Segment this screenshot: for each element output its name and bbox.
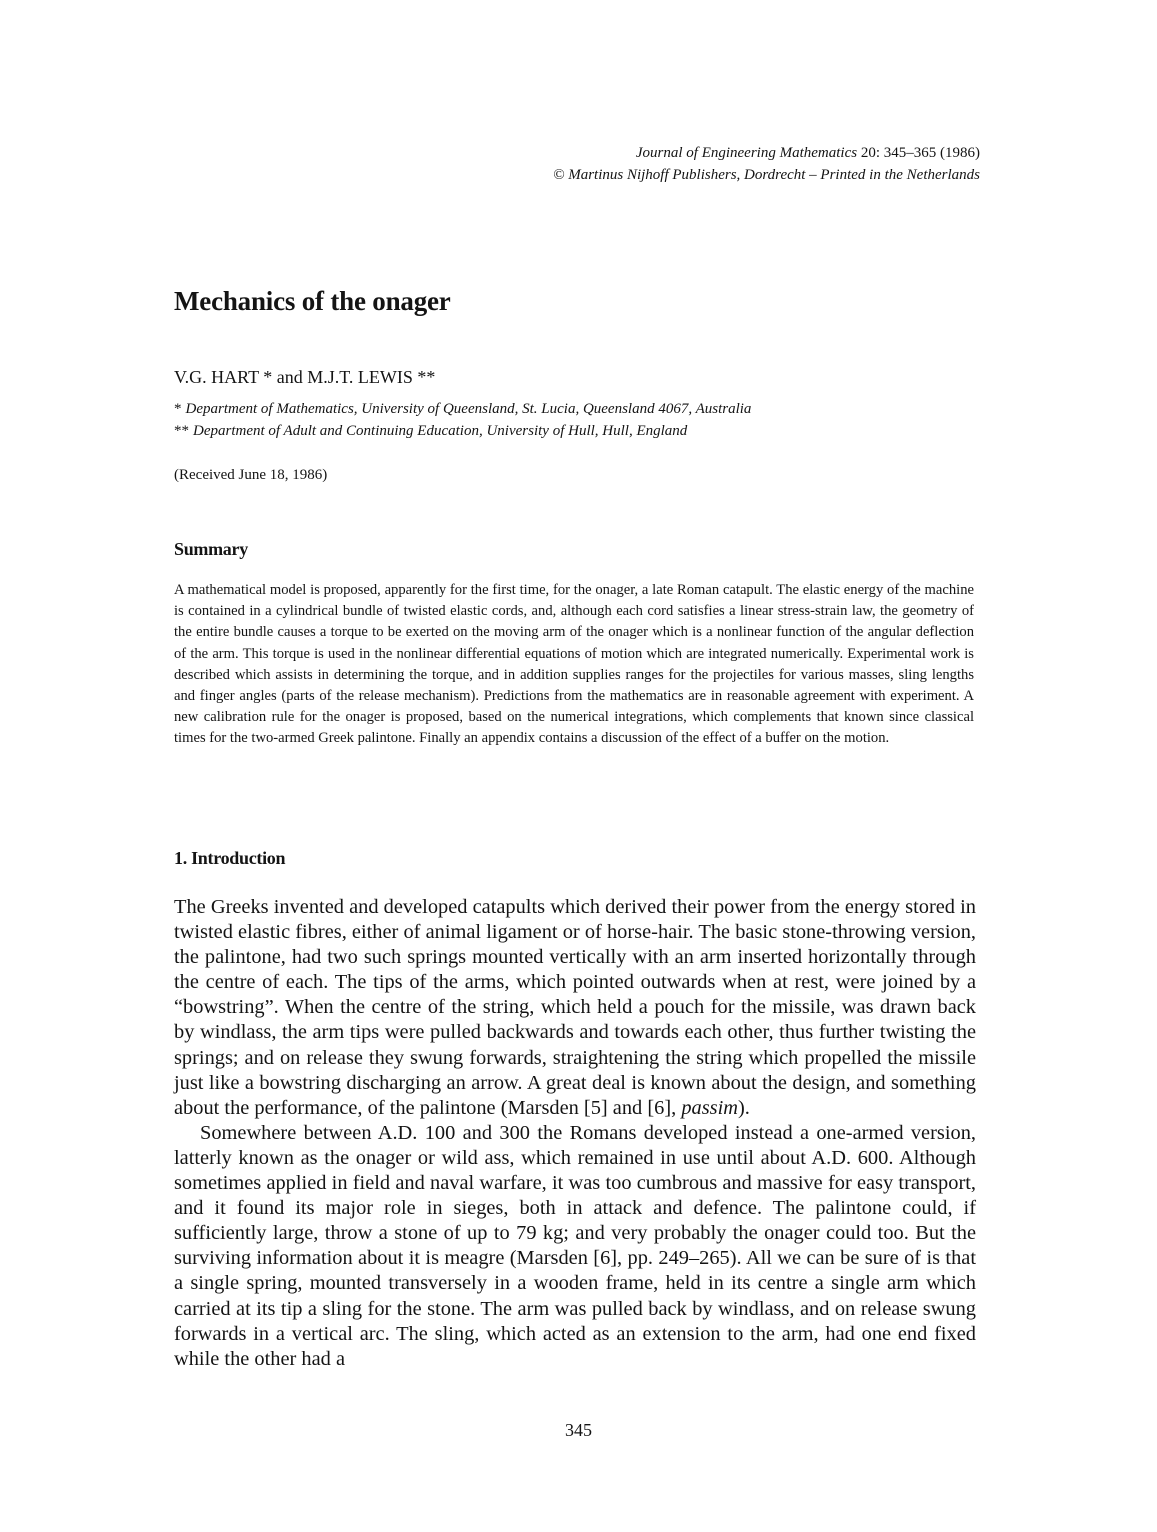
affiliation-text: Department of Mathematics, University of Queensland, St. Lucia, Queensland 4067, Australia [185,401,752,417]
body-paragraph-1 [174,895,976,1121]
affiliation-mark: ** [174,423,189,439]
summary-text: A mathematical model is proposed, apparently for the first time, for the onager, a late Roman catapult. The elastic energy of the machine is contained in a cylindrical bundle of twisted elastic cords, and, although each cord satisfies a linear stress-strain law, the geometry of the entire bundle causes a torque to be exerted on the moving arm of the onager which is a nonlinear function of the angular deflection of the arm. This torque is used in the nonlinear differential equations of motion which are integrated numerically. Experimental work is described which assists in determining the torque, and in addition supplies ranges for the projectiles for various masses, sling lengths and finger angles (parts of the release mechanism). Predictions from the mathematics are in reasonable agreement with experiment. A new calibration rule for the onager is proposed, based on the numerical integrations, which complements that known since classical times for the two-armed Greek palintone. Finally an appendix contains a discussion of the effect of a buffer on the motion. [174,582,974,747]
journal-reference: 20: 345–365 (1986) [860,145,980,161]
italic-term: passim [681,1096,738,1119]
affiliations [174,398,751,442]
journal-name: Journal of Engineering Mathematics [635,145,858,161]
affiliation-1 [174,398,751,420]
author-line: V.G. HART * and M.J.T. LEWIS ** [174,367,436,387]
received-date: (Received June 18, 1986) [174,467,328,483]
journal-citation [553,142,980,164]
paragraph-text: The Greeks invented and developed catapults which derived their power from the energy stored in twisted elastic fibres, either of animal ligament or of horse-hair. The basic stone-throwing version, the palintone, had two such springs mounted vertically with an arm inserted horizontally through the centre of each. The tips of the arms, which pointed outwards when at rest, were joined by a “bowstring”. When the centre of the string, which held a pouch for the missile, was drawn back by windlass, the arm tips were pulled backwards and towards each other, thus further twisting the springs; and on release they swung forwards, straightening the string which propelled the missile just like a bowstring discharging an arrow. A great deal is known about the design, and something about the performance, of the palintone (Marsden [5] and [6], [174,896,976,1119]
summary-heading: Summary [174,539,248,559]
body-paragraph-2: Somewhere between A.D. 100 and 300 the Romans developed instead a one-armed version, latterly known as the onager or wild ass, which remained in use until about A.D. 600. Although sometimes applied in field and naval warfare, it was too cumbrous and massive for easy transport, and it found its major role in sieges, both in attack and defence. The palintone could, if sufficiently large, throw a stone of up to 79 kg; and very probably the onager could too. But the surviving information about it is meagre (Marsden [6], pp. 249–265). All we can be sure of is that a single spring, mounted transversely in a wooden frame, held in its centre a single arm which carried at its tip a sling for the stone. The arm was pulled back by windlass, and on release swung forwards in a vertical arc. The sling, which acted as an extension to the arm, had one end fixed while the other had a [174,1121,976,1370]
affiliation-text: Department of Adult and Continuing Education, University of Hull, Hull, England [193,423,688,439]
journal-header [553,142,980,186]
section-body [174,895,976,1372]
publisher-line: © Martinus Nijhoff Publishers, Dordrecht – Printed in the Netherlands [553,167,980,183]
paper-title: Mechanics of the onager [174,286,451,316]
affiliation-mark: * [174,401,182,417]
page-number: 345 [565,1420,592,1440]
affiliation-2 [174,420,751,442]
section-heading: 1. Introduction [174,848,286,868]
paragraph-text-end: ). [737,1096,750,1119]
